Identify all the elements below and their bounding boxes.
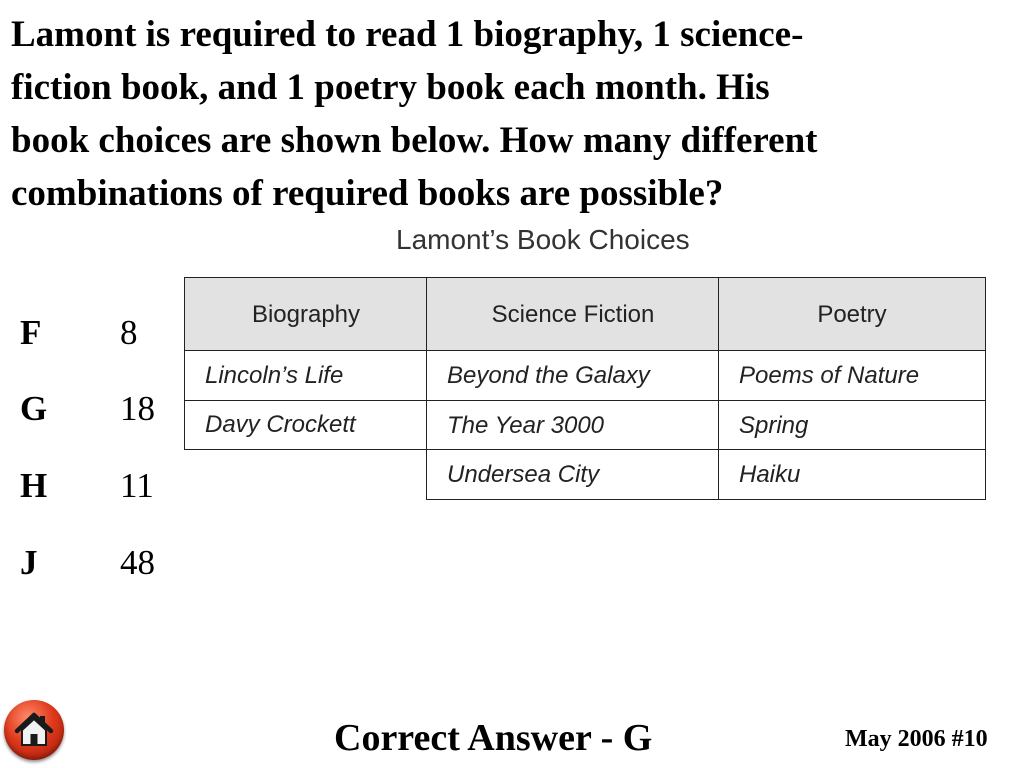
- table-title: Lamont’s Book Choices: [396, 224, 690, 255]
- choice-letter: G: [20, 389, 48, 428]
- choice-letter: F: [20, 313, 42, 352]
- choice-g: [20, 389, 155, 429]
- choice-letter: H: [20, 466, 48, 505]
- question-line: fiction book, and 1 poetry book each month. His: [11, 67, 770, 108]
- correct-answer: Correct Answer - G: [334, 717, 653, 759]
- home-icon: [13, 709, 55, 751]
- header-poetry: Poetry: [718, 277, 986, 352]
- home-button[interactable]: [4, 700, 64, 760]
- question-line: combinations of required books are possible?: [11, 173, 724, 214]
- question-line: Lamont is required to read 1 biography, 1 science-: [11, 14, 804, 55]
- choice-letter: J: [20, 543, 38, 582]
- header-biography: Biography: [184, 277, 428, 352]
- choice-h: [20, 466, 154, 506]
- question-line: book choices are shown below. How many different: [11, 120, 818, 161]
- choice-value: 48: [120, 543, 155, 582]
- choice-j: [20, 543, 155, 583]
- cell-biography-2: Davy Crockett: [184, 400, 428, 450]
- cell-biography-1: Lincoln’s Life: [184, 350, 428, 402]
- cell-science-fiction-2: The Year 3000: [426, 400, 720, 451]
- header-science-fiction: Science Fiction: [426, 277, 720, 352]
- cell-poetry-1: Poems of Nature: [718, 350, 986, 402]
- choice-f: [20, 313, 138, 353]
- cell-science-fiction-3: Undersea City: [426, 449, 720, 500]
- cell-poetry-2: Spring: [718, 400, 986, 451]
- question-text: [11, 8, 1016, 220]
- choice-value: 8: [120, 313, 138, 352]
- cell-science-fiction-1: Beyond the Galaxy: [426, 350, 720, 402]
- choice-value: 11: [120, 466, 154, 505]
- cell-poetry-3: Haiku: [718, 449, 986, 500]
- source-label: May 2006 #10: [845, 726, 988, 752]
- choice-value: 18: [120, 389, 155, 428]
